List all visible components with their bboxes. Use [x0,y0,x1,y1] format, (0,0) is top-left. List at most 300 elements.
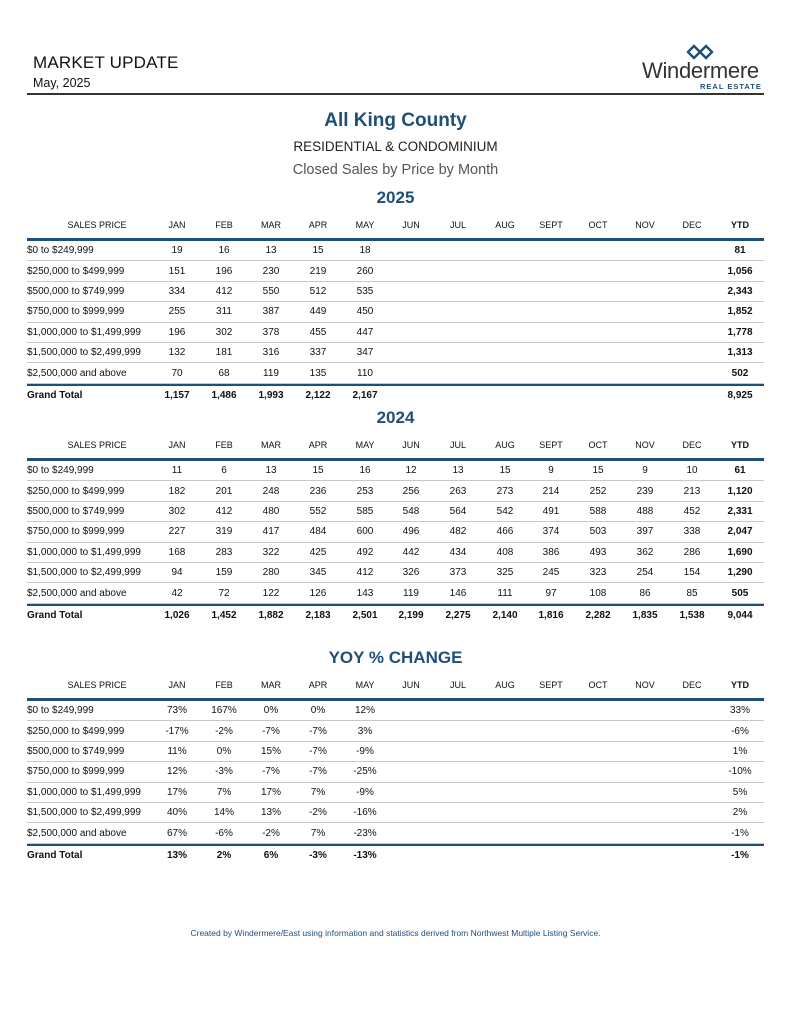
table-cell [580,386,616,405]
table-cell: 2,331 [727,505,753,517]
table-cell [533,386,569,405]
table-cell: 196 [168,326,186,338]
table-cell [393,386,429,405]
table-cell [487,721,523,740]
table-cell: 254 [636,567,654,579]
table-cell [580,721,616,740]
table-row [27,583,764,603]
table-cell: OCT [588,680,608,690]
table-cell: 18 [359,245,371,257]
table-cell [533,783,569,802]
row-label: $250,000 to $499,999 [27,485,125,497]
table-cell: NOV [635,220,655,230]
table-cell: 213 [683,485,701,497]
table-cell: 9 [642,465,648,477]
logo-subtitle: REAL ESTATE [700,82,762,91]
table-cell [393,721,429,740]
table-cell: 482 [449,526,467,538]
table-cell: 252 [589,485,607,497]
table-cell: 15% [260,745,281,757]
table-cell: 488 [636,505,654,517]
table-cell [627,386,663,405]
table-cell: 2,047 [727,526,753,538]
table-cell [580,742,616,761]
table-cell: 167% [211,705,237,717]
row-label: $2,500,000 and above [27,367,127,379]
table-cell: 15 [312,245,324,257]
table-cell: JUN [402,220,420,230]
table-cell: 1,816 [538,609,564,621]
table-cell: 1,835 [632,609,658,621]
table-cell: -2% [309,807,327,819]
table-cell: 13 [265,245,277,257]
table-cell [487,282,523,301]
table-cell: -17% [165,725,189,737]
table-cell [674,323,710,342]
table-cell [393,282,429,301]
table-cell: 111 [497,587,513,599]
table-cell: FEB [215,220,233,230]
table-cell: 126 [309,587,327,599]
table-cell [674,783,710,802]
table-cell: 552 [309,505,327,517]
table-cell: 491 [542,505,560,517]
table-cell: JUL [449,680,466,690]
table-row [27,701,764,721]
table-cell: 273 [496,485,514,497]
table-cell: JAN [168,680,186,690]
table-cell: 11 [171,465,183,477]
table-cell: 2,183 [305,609,331,621]
table-cell: 2% [732,807,748,819]
table-cell: 146 [449,587,467,599]
table-cell: 2,282 [585,609,611,621]
table-cell: 535 [356,285,374,297]
row-label: Grand Total [27,389,83,401]
table-cell: 253 [356,485,374,497]
table-cell: 132 [168,347,186,359]
table-cell [580,846,616,865]
table-cell [674,721,710,740]
table-cell: 154 [683,567,701,579]
table-cell: 2,199 [398,609,424,621]
table-cell: MAY [355,220,375,230]
table-cell: 1,852 [727,306,753,318]
table-cell: YTD [731,680,749,690]
table-cell [487,343,523,362]
table-row [27,543,764,563]
table-cell: 493 [589,546,607,558]
table-cell: 512 [309,285,327,297]
table-cell: 256 [402,485,420,497]
table-cell: 119 [403,587,419,599]
table-cell: 397 [636,526,654,538]
table-cell: 412 [356,567,374,579]
yoy-change-table [27,672,764,865]
table-cell [627,742,663,761]
table-cell: 135 [309,367,327,379]
table-cell [580,701,616,720]
grand-total-row [27,604,764,625]
table-cell: 334 [168,285,186,297]
table-cell: 1,120 [727,485,753,497]
table-cell: -1% [731,849,749,861]
table-cell [533,241,569,260]
table-cell: 412 [215,285,233,297]
table-cell: 0% [263,705,279,717]
table-cell [580,803,616,822]
table-cell [393,363,429,382]
table-cell: 337 [309,347,327,359]
row-label: $1,000,000 to $1,499,999 [27,786,141,798]
table-cell: 73% [166,705,187,717]
table-cell: 214 [542,485,560,497]
table-cell: 450 [356,306,374,318]
table-cell: 72 [218,587,230,599]
table-cell [440,241,476,260]
table-cell: 1,993 [258,389,284,401]
table-cell: 255 [168,306,186,318]
table-cell [533,282,569,301]
table-cell: 302 [168,505,186,517]
row-label: SALES PRICE [67,440,127,450]
table-cell: 227 [168,526,186,538]
table-cell: 94 [171,567,183,579]
table-cell: -13% [353,849,377,861]
table-cell: 425 [309,546,327,558]
table-cell: 323 [589,567,607,579]
table-cell [393,302,429,321]
table-cell: 40% [166,807,187,819]
table-cell: FEB [215,680,233,690]
table-cell: 542 [496,505,514,517]
table-cell: 496 [402,526,420,538]
table-cell: 2,140 [492,609,518,621]
table-cell [674,803,710,822]
table-cell: 319 [215,526,233,538]
table-row [27,721,764,741]
table-cell: 373 [449,567,467,579]
table-row [27,363,764,383]
table-row [27,803,764,823]
table-cell: 316 [262,347,280,359]
table-cell: 159 [215,567,233,579]
table-cell: 14% [213,807,234,819]
table-cell [533,846,569,865]
table-cell [627,701,663,720]
table-cell: YTD [731,440,749,450]
table-cell: FEB [215,440,233,450]
table-cell: APR [308,440,328,450]
row-label: $0 to $249,999 [27,705,94,717]
table-cell [580,823,616,842]
table-cell: 3% [357,725,373,737]
property-type: RESIDENTIAL & CONDOMINIUM [293,139,498,154]
table-cell: MAR [261,440,281,450]
table-cell: 452 [683,505,701,517]
table-cell [440,386,476,405]
table-cell: MAR [261,220,281,230]
table-cell: 68 [218,367,230,379]
table-cell [627,363,663,382]
table-cell: 1,538 [679,609,705,621]
table-cell: 311 [216,306,232,318]
table-cell: APR [308,680,328,690]
table-cell: 12 [405,465,417,477]
row-label: SALES PRICE [67,220,127,230]
table-cell: 2,122 [305,389,331,401]
table-cell: 345 [309,567,327,579]
table-cell: MAY [355,440,375,450]
table-cell [440,323,476,342]
row-label: $250,000 to $499,999 [27,725,125,737]
table-cell: 143 [356,587,374,599]
table-cell [393,701,429,720]
table-cell: 548 [402,505,420,517]
column-header-row [27,212,764,241]
table-cell [440,803,476,822]
table-cell [533,302,569,321]
table-row [27,261,764,281]
row-label: $750,000 to $999,999 [27,766,125,778]
table-cell: 5% [732,786,748,798]
table-cell [580,282,616,301]
table-cell: 447 [356,326,374,338]
table-cell: DEC [682,220,702,230]
table-cell [487,846,523,865]
table-cell [580,363,616,382]
table-row [27,742,764,762]
table-cell: -2% [262,827,280,839]
table-cell: 283 [215,546,233,558]
row-label: $500,000 to $749,999 [27,285,125,297]
table-cell: 13% [260,807,281,819]
table-cell: 1,690 [727,546,753,558]
table-cell: 1% [732,745,748,757]
table-cell: 326 [402,567,420,579]
grand-total-row [27,844,764,865]
column-header-row [27,432,764,461]
table-cell: 16 [359,465,371,477]
row-label: $750,000 to $999,999 [27,526,125,538]
table-cell: -7% [309,766,327,778]
table-cell [580,302,616,321]
table-row [27,461,764,481]
table-cell: 9 [548,465,554,477]
row-label: $750,000 to $999,999 [27,306,125,318]
table-cell [627,261,663,280]
table-cell: 260 [356,265,374,277]
table-cell: 2,275 [445,609,471,621]
table-cell: 0% [216,745,232,757]
table-cell: 17% [260,786,281,798]
table-cell [393,803,429,822]
table-cell: JAN [168,440,186,450]
table-cell: JUN [402,440,420,450]
table-cell [627,783,663,802]
table-cell: 181 [215,347,233,359]
table-cell: 6 [221,465,227,477]
table-cell: OCT [588,440,608,450]
table-cell: 1,026 [164,609,190,621]
table-cell: -3% [309,849,327,861]
table-cell: NOV [635,680,655,690]
table-cell: -10% [728,766,752,778]
table-row [27,343,764,363]
table-cell [487,302,523,321]
table-cell: 455 [309,326,327,338]
table-cell: JAN [168,220,186,230]
table-cell: 280 [262,567,280,579]
table-row [27,241,764,261]
table-heading-2025: 2025 [376,188,415,207]
table-cell: 362 [636,546,654,558]
table-cell: 67% [166,827,187,839]
table-cell [440,261,476,280]
table-cell [487,323,523,342]
table-cell: 8,925 [727,389,753,401]
table-cell: 1,452 [211,609,237,621]
table-cell: 13 [265,465,277,477]
table-cell: 245 [542,567,560,579]
table-cell: 505 [731,587,749,599]
table-cell: 378 [262,326,280,338]
table-cell [533,323,569,342]
table-cell [533,803,569,822]
table-cell [440,823,476,842]
table-cell [487,803,523,822]
table-cell: -1% [731,827,749,839]
table-row [27,762,764,782]
row-label: $0 to $249,999 [27,465,94,477]
header-divider [27,93,764,95]
row-label: $2,500,000 and above [27,587,127,599]
table-cell: 466 [496,526,514,538]
table-cell: 2,343 [727,285,753,297]
table-cell: 417 [262,526,280,538]
table-cell: 15 [312,465,324,477]
table-cell [674,846,710,865]
table-row [27,481,764,501]
table-cell: 248 [262,485,280,497]
table-cell: -25% [353,766,377,778]
table-cell [393,323,429,342]
table-cell [674,701,710,720]
table-cell [440,343,476,362]
table-cell [487,742,523,761]
table-cell: 434 [449,546,467,558]
row-label: $1,500,000 to $2,499,999 [27,347,141,359]
table-cell: 263 [449,485,467,497]
table-row [27,502,764,522]
table-cell [440,302,476,321]
table-cell [627,241,663,260]
table-cell [580,323,616,342]
table-cell: 97 [545,587,557,599]
table-cell: 7% [310,827,326,839]
table-cell [533,721,569,740]
table-cell [487,261,523,280]
table-row [27,783,764,803]
table-cell [674,386,710,405]
table-cell [393,742,429,761]
table-cell: -7% [262,766,280,778]
table-cell: 2% [216,849,232,861]
table-cell: 1,313 [727,347,753,359]
table-cell: 1,056 [727,265,753,277]
table-cell: AUG [495,220,515,230]
table-cell: NOV [635,440,655,450]
table-cell: 33% [729,705,750,717]
table-cell [580,241,616,260]
table-cell: YTD [731,220,749,230]
table-row [27,522,764,542]
table-cell: 7% [216,786,232,798]
table-cell [580,261,616,280]
table-cell [393,241,429,260]
table-cell: -7% [262,725,280,737]
table-cell [440,363,476,382]
table-cell: 151 [168,265,186,277]
table-cell: 108 [589,587,607,599]
windermere-logo [638,44,768,92]
table-cell: 12% [166,766,187,778]
row-label: Grand Total [27,609,83,621]
table-cell: 600 [356,526,374,538]
table-cell: -7% [309,745,327,757]
row-label: $500,000 to $749,999 [27,745,125,757]
table-cell: 122 [262,587,280,599]
table-cell: 449 [309,306,327,318]
table-cell: 13 [452,465,464,477]
table-cell: 484 [309,526,327,538]
table-cell: DEC [682,440,702,450]
table-cell: SEPT [539,220,563,230]
table-cell [533,363,569,382]
table-cell: 236 [309,485,327,497]
table-cell [580,762,616,781]
table-cell [487,363,523,382]
table-cell: 201 [215,485,233,497]
report-subtitle: Closed Sales by Price by Month [292,162,499,178]
table-cell: -23% [353,827,377,839]
table-cell: 239 [636,485,654,497]
sales-table-2025 [27,212,764,405]
table-cell [674,363,710,382]
table-cell [393,846,429,865]
table-cell [580,783,616,802]
table-cell [627,762,663,781]
table-cell [627,323,663,342]
table-row [27,823,764,843]
table-cell: 196 [215,265,233,277]
table-cell: 325 [496,567,514,579]
table-cell [533,343,569,362]
table-cell: 1,157 [164,389,190,401]
table-cell [533,823,569,842]
table-cell: 585 [356,505,374,517]
table-cell: 10 [686,465,698,477]
row-label: $500,000 to $749,999 [27,505,125,517]
table-cell [440,701,476,720]
region-title: All King County [324,110,467,131]
row-label: $0 to $249,999 [27,245,94,257]
table-cell: 387 [262,306,280,318]
table-cell [487,386,523,405]
table-cell: 15 [592,465,604,477]
table-cell: 182 [168,485,186,497]
table-cell [440,783,476,802]
